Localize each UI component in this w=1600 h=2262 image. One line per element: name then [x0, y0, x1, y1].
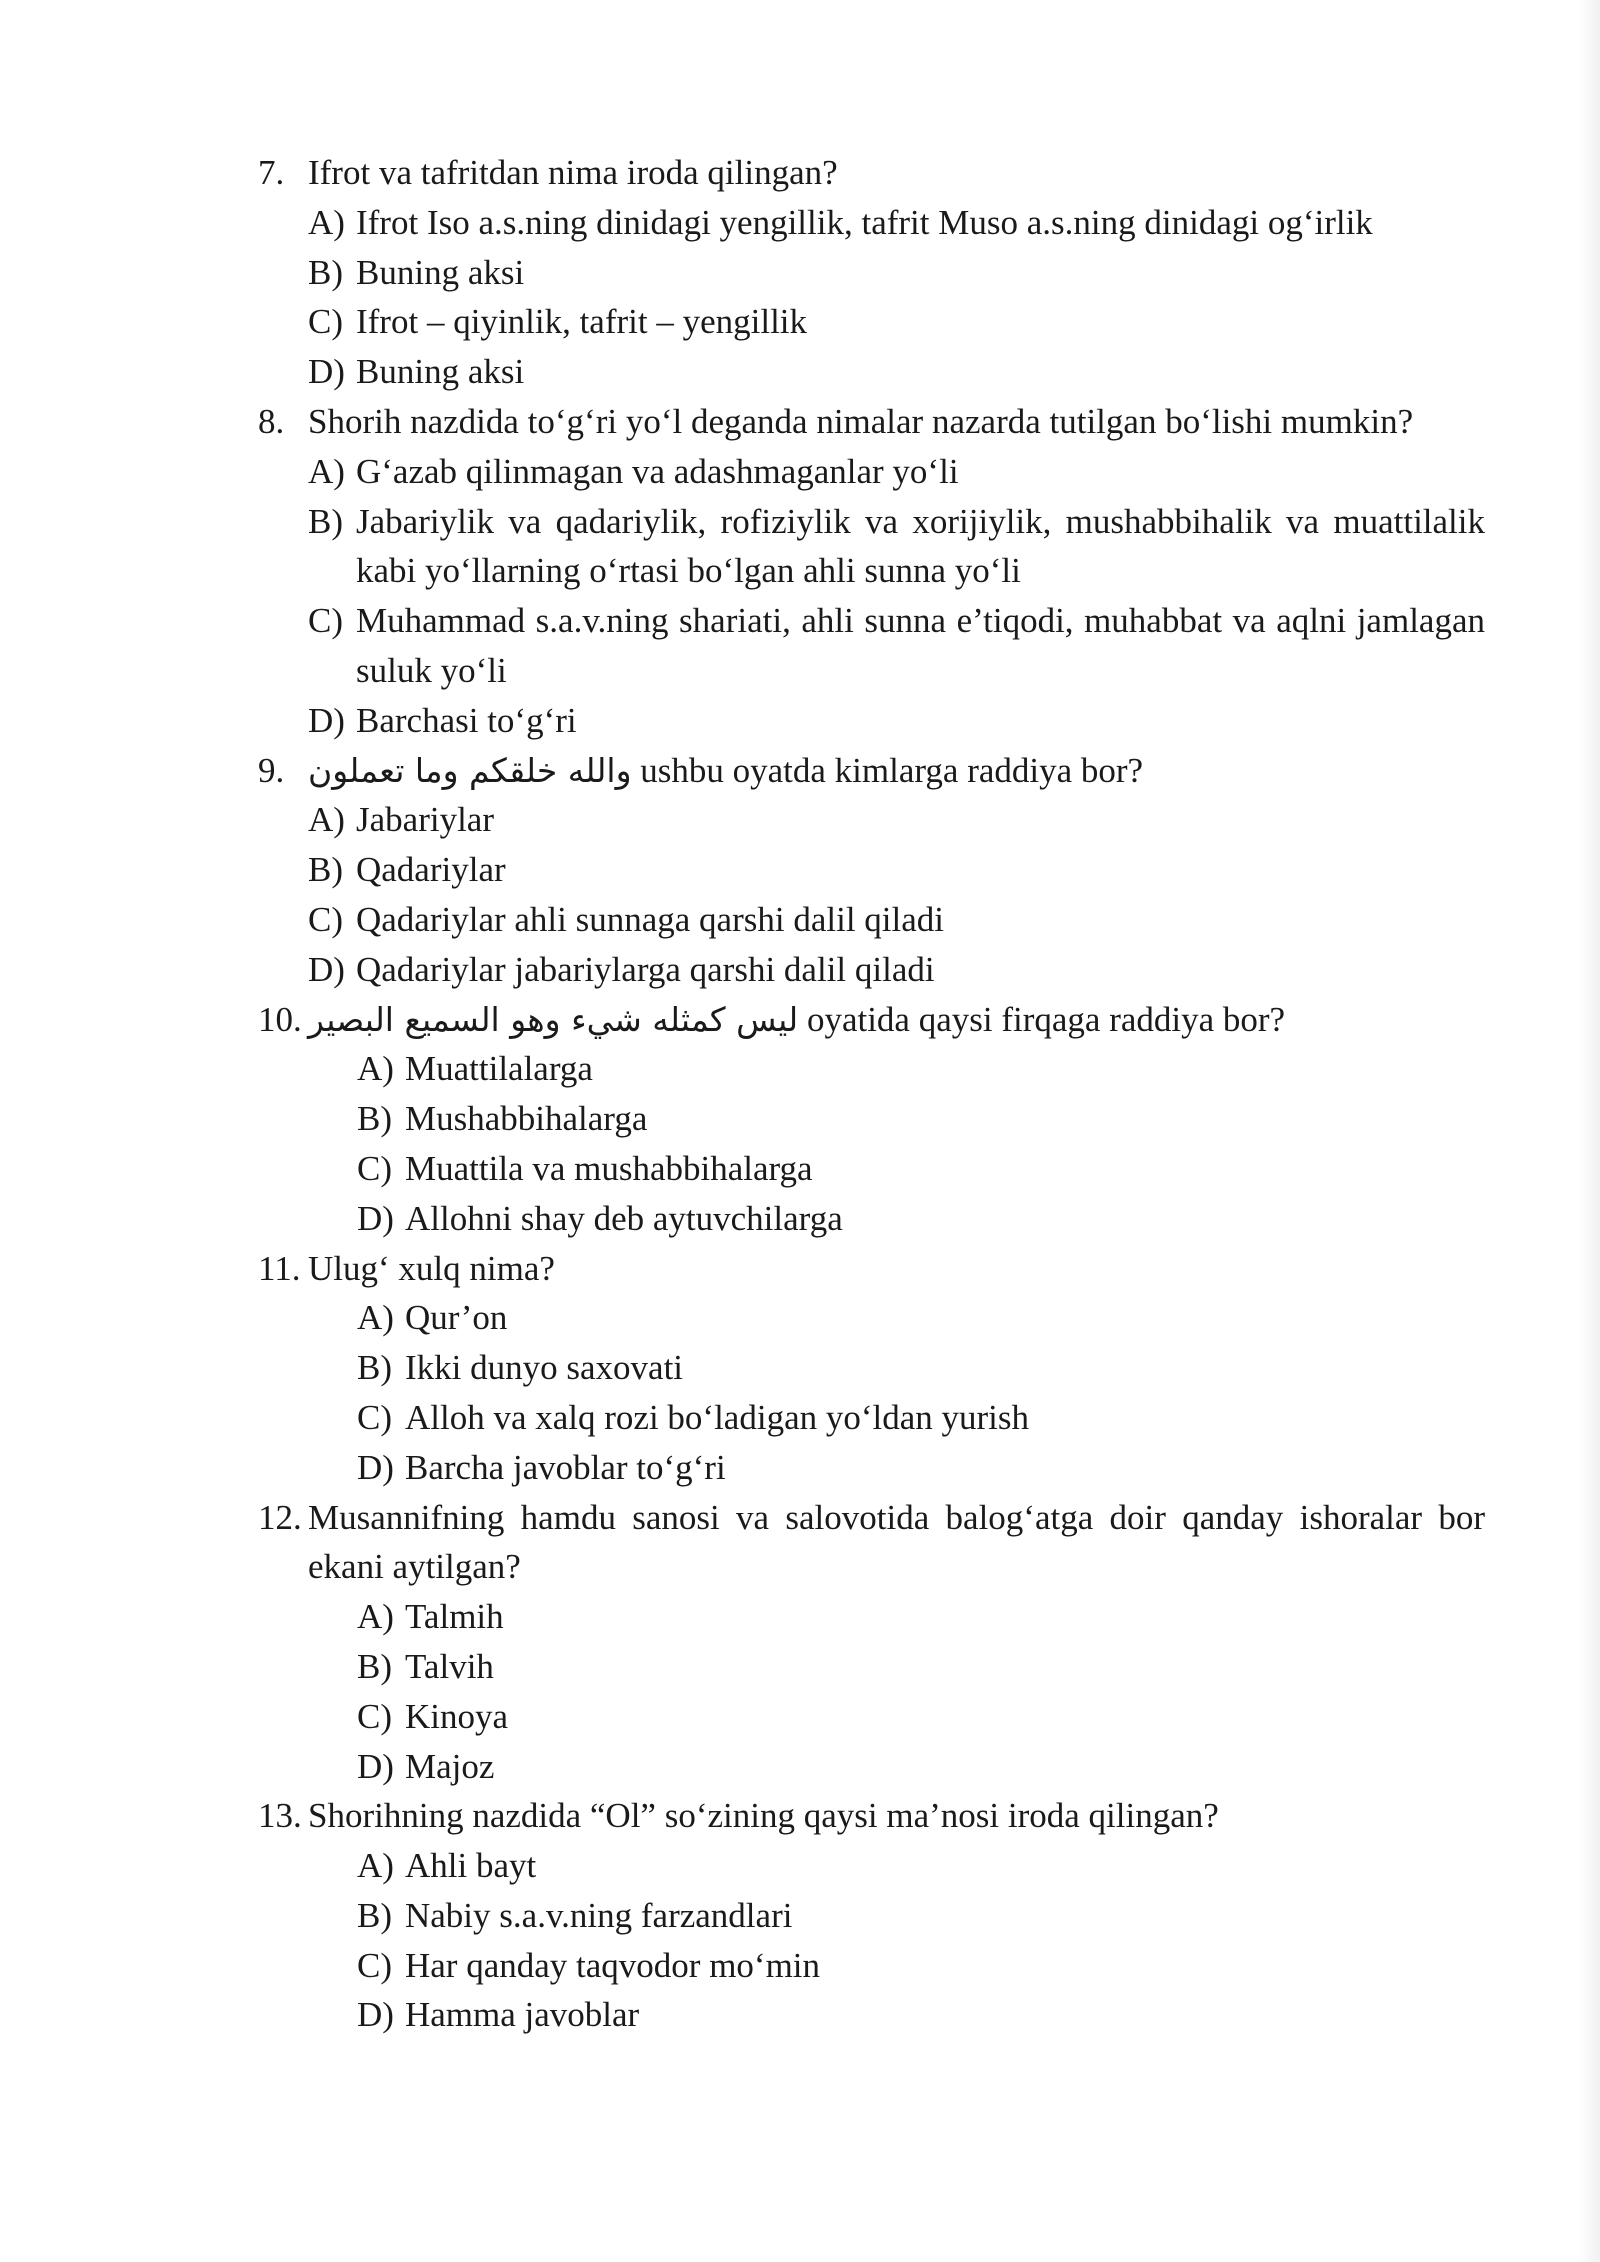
option-letter: D): [308, 949, 345, 989]
option-text: Majoz: [405, 1746, 495, 1786]
option-b: [357, 1642, 1485, 1692]
option-text: Qadariylar jabariylarga qarshi dalil qiladi: [356, 949, 935, 989]
question-text-rest: ushbu oyatda kimlarga raddiya bor?: [640, 750, 1144, 790]
option-d: [357, 1194, 1485, 1244]
option-d: [357, 1990, 1485, 2040]
question-8: [258, 397, 1485, 746]
question-text: Ulug‘ xulq nima?: [308, 1248, 555, 1288]
option-letter: C): [308, 899, 343, 939]
option-a: [308, 795, 1485, 845]
question-number: 7.: [258, 153, 285, 192]
option-c: [357, 1393, 1485, 1443]
option-letter: B): [357, 1099, 392, 1139]
option-d: [357, 1742, 1485, 1792]
option-a: [308, 198, 1485, 248]
option-letter: A): [357, 1846, 394, 1886]
question-10: [258, 995, 1485, 1244]
arabic-verse: ليس كمثله شيء وهو السميع البصير: [308, 999, 799, 1039]
option-c: [308, 297, 1485, 347]
option-letter: C): [357, 1148, 392, 1188]
option-letter: C): [357, 1397, 392, 1437]
answer-options: [357, 1841, 1485, 2040]
question-number: 12.: [258, 1497, 302, 1537]
question-text: Shorihning nazdida “Ol” so‘zining qaysi ma’nosi iroda qilingan?: [308, 1796, 1219, 1836]
question-text: Ifrot va tafritdan nima iroda qilingan?: [308, 153, 838, 192]
question-7: [258, 148, 1485, 397]
option-letter: D): [357, 1995, 394, 2035]
question-list: [258, 148, 1485, 2040]
answer-options: [357, 1592, 1485, 1791]
option-text: Buning aksi: [356, 252, 525, 292]
option-letter: B): [357, 1348, 392, 1388]
option-text: Ifrot – qiyinlik, tafrit – yengillik: [356, 302, 808, 342]
arabic-verse: والله خلقكم وما تعملون: [308, 750, 632, 790]
option-b: [357, 1094, 1485, 1144]
option-letter: A): [357, 1597, 394, 1637]
question-9: [258, 746, 1485, 995]
question-13: [258, 1791, 1485, 2040]
question-number: 13.: [258, 1796, 302, 1836]
option-b: [357, 1343, 1485, 1393]
question-number: 11.: [258, 1248, 301, 1288]
option-text: Ikki dunyo saxovati: [405, 1348, 684, 1388]
option-text: Muattilalarga: [405, 1049, 593, 1089]
option-c: [308, 596, 1485, 696]
option-text: Qadariylar ahli sunnaga qarshi dalil qiladi: [356, 899, 945, 939]
option-text: Har qanday taqvodor mo‘min: [405, 1945, 821, 1985]
option-d: [308, 696, 1485, 746]
option-letter: A): [357, 1298, 394, 1338]
question-text: Shorih nazdida to‘g‘ri yo‘l deganda nimalar nazarda tutilgan bo‘lishi mumkin?: [308, 401, 1414, 441]
question-number: 8.: [258, 401, 285, 441]
option-letter: A): [357, 1049, 394, 1089]
option-b: [308, 248, 1485, 298]
option-text: Jabariylik va qadariylik, rofiziylik va xorijiylik, mushabbihalik va muattilalik kabi yo‘llarning o‘rtasi bo‘lgan ahli sunna yo‘li: [356, 501, 1485, 591]
option-letter: C): [308, 302, 343, 342]
option-letter: B): [357, 1646, 392, 1686]
answer-options: [308, 795, 1485, 994]
option-text: Muattila va mushabbihalarga: [405, 1148, 813, 1188]
option-letter: D): [357, 1746, 394, 1786]
question-number: 10.: [258, 999, 302, 1039]
option-text: Ifrot Iso a.s.ning dinidagi yengillik, tafrit Muso a.s.ning dinidagi og‘irlik: [356, 202, 1373, 242]
option-a: [357, 1841, 1485, 1891]
option-text: Ahli bayt: [405, 1846, 537, 1886]
option-letter: D): [308, 352, 345, 392]
option-text: Nabiy s.a.v.ning farzandlari: [405, 1895, 793, 1935]
option-text: Qadariylar: [356, 850, 506, 890]
answer-options: [308, 198, 1485, 397]
option-text: Muhammad s.a.v.ning shariati, ahli sunna e’tiqodi, muhabbat va aqlni jamlagan suluk yo‘li: [356, 601, 1485, 690]
option-text: Talvih: [405, 1646, 494, 1686]
option-letter: C): [357, 1945, 392, 1985]
option-letter: A): [308, 800, 345, 840]
option-text: Allohni shay deb aytuvchilarga: [405, 1198, 843, 1238]
option-a: [357, 1592, 1485, 1642]
question-text-rest: oyatida qaysi firqaga raddiya bor?: [806, 999, 1286, 1039]
option-c: [357, 1941, 1485, 1991]
option-a: [357, 1293, 1485, 1343]
option-letter: A): [308, 451, 345, 491]
option-letter: B): [308, 501, 343, 541]
page-edge-shadow: [1578, 0, 1600, 2262]
option-letter: C): [357, 1696, 392, 1736]
question-text: [308, 995, 1485, 1045]
question-11: [258, 1244, 1485, 1493]
option-text: Jabariylar: [356, 800, 494, 840]
option-text: Kinoya: [405, 1696, 509, 1736]
option-c: [308, 895, 1485, 945]
option-text: Talmih: [405, 1597, 504, 1637]
option-text: Buning aksi: [356, 352, 525, 392]
option-d: [308, 347, 1485, 397]
option-c: [357, 1144, 1485, 1194]
option-d: [357, 1443, 1485, 1493]
option-b: [308, 845, 1485, 895]
answer-options: [357, 1293, 1485, 1492]
option-b: [308, 497, 1485, 597]
option-letter: B): [308, 850, 343, 890]
option-a: [308, 447, 1485, 497]
option-letter: B): [308, 252, 343, 292]
option-letter: D): [357, 1198, 394, 1238]
question-text: Musannifning hamdu sanosi va salovotida balog‘atga doir qanday ishoralar bor ekani aytilgan?: [308, 1497, 1485, 1587]
option-letter: D): [308, 700, 345, 740]
option-letter: D): [357, 1447, 394, 1487]
option-text: Alloh va xalq rozi bo‘ladigan yo‘ldan yurish: [405, 1397, 1030, 1437]
option-letter: C): [308, 601, 343, 641]
option-b: [357, 1891, 1485, 1941]
option-text: Barchasi to‘g‘ri: [356, 700, 577, 740]
option-c: [357, 1692, 1485, 1742]
answer-options: [357, 1044, 1485, 1243]
option-text: G‘azab qilinmagan va adashmaganlar yo‘li: [356, 451, 959, 491]
option-letter: A): [308, 202, 345, 242]
option-text: Mushabbihalarga: [405, 1099, 648, 1139]
option-text: Barcha javoblar to‘g‘ri: [405, 1447, 726, 1487]
option-text: Qur’on: [405, 1298, 508, 1338]
option-a: [357, 1044, 1485, 1094]
question-text: [308, 746, 1485, 796]
question-number: 9.: [258, 750, 285, 790]
question-12: [258, 1493, 1485, 1792]
answer-options: [308, 447, 1485, 746]
option-letter: B): [357, 1895, 392, 1935]
option-d: [308, 945, 1485, 995]
option-text: Hamma javoblar: [405, 1995, 640, 2035]
